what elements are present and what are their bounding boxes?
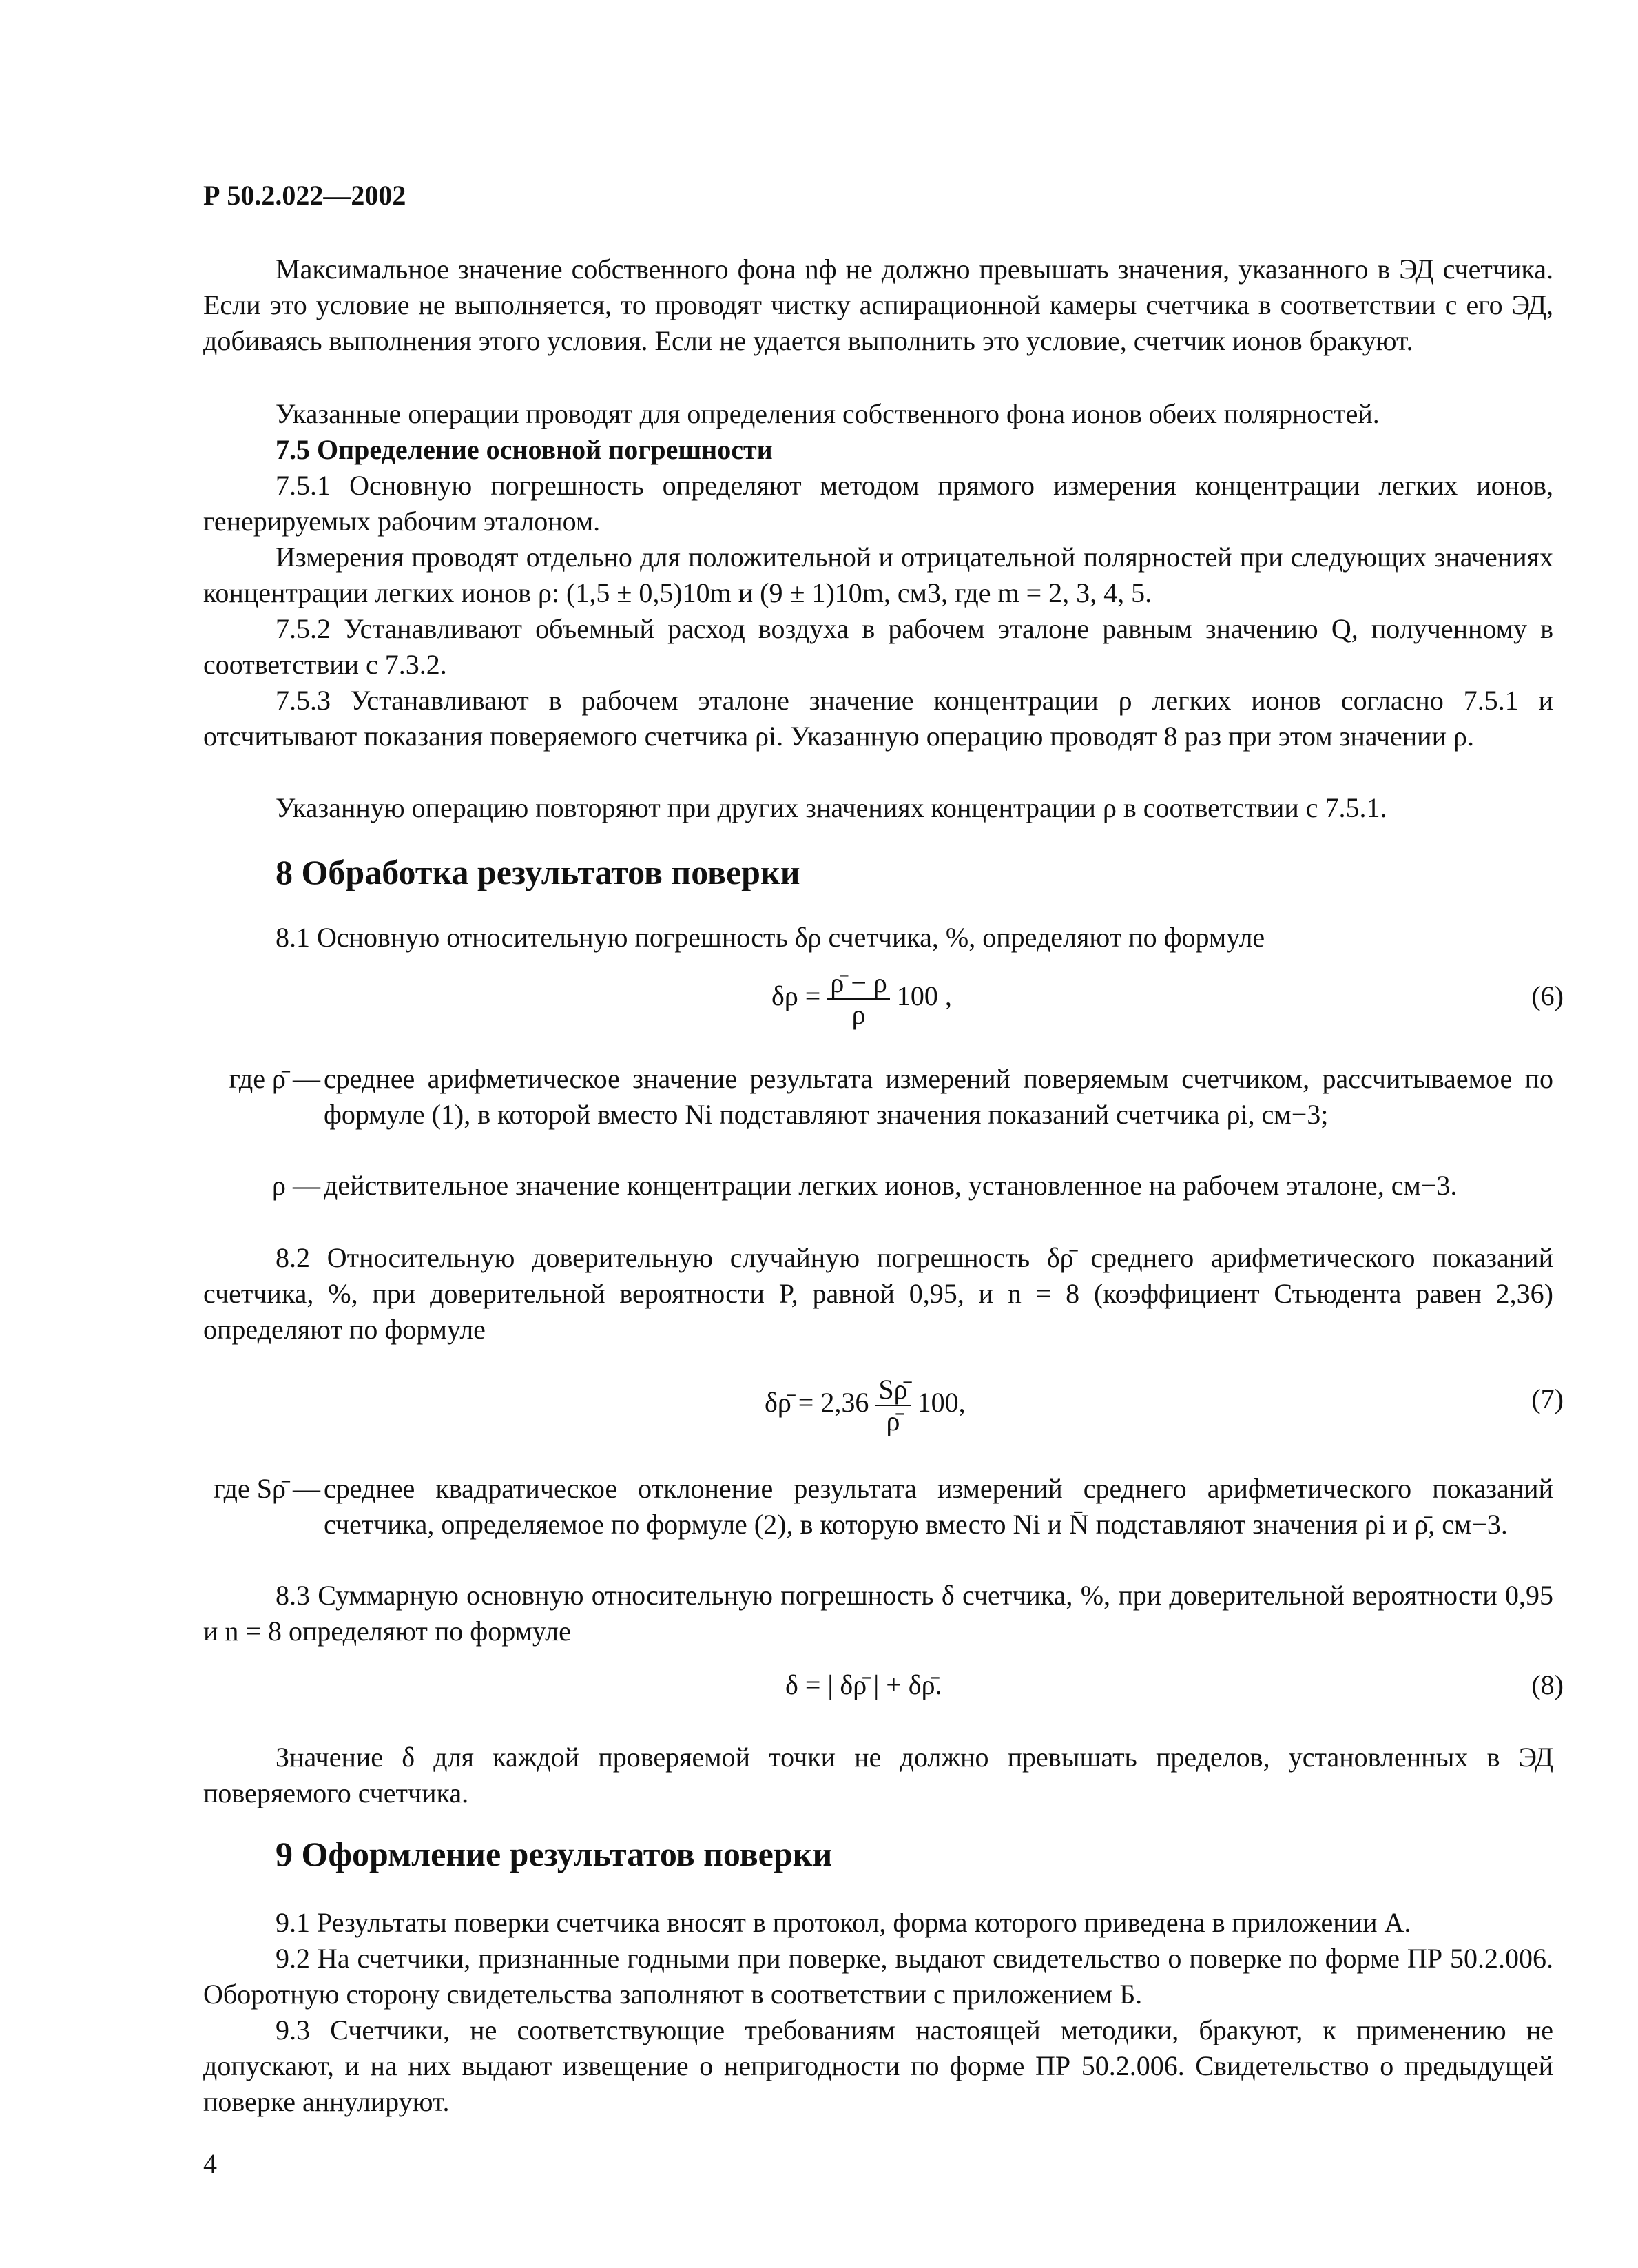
formula-6-tail: 100 , [896,980,952,1012]
paragraph-9-3: 9.3 Счетчики, не соответствующие требованиям настоящей методики, бракуют, к применению не допускают, и на них выдают извещение о непригодности по форме ПР 50.2.006. Свидетельство о предыдущей поверке аннулируют. [203,2014,1553,2117]
paragraph-7-5-2: 7.5.2 Устанавливают объемный расход воздуха в рабочем эталоне равным значению Q, полученному в соответствии с 7.3.2. [203,613,1553,680]
definition-text: среднее арифметическое значение результата измерений поверяемым счетчиком, рассчитываемое по формуле (1), в которой вместо Ni подставляют значения показаний счетчика ρi, см−3; [324,1063,1553,1130]
formula-7-numerator: Sρ̄ [875,1374,910,1406]
paragraph-8-2: 8.2 Относительную доверительную случайную погрешность δρ̄ среднего арифметического показаний счетчика, %, при доверительной вероятности P, равной 0,95, и n = 8 (коэффициент Стьюдента равен 2,36) определяют по формуле [203,1242,1553,1345]
equation-number-8: (8) [1531,1669,1564,1700]
section-9-title: 9 Оформление результатов поверки [276,1835,833,1873]
paragraph-7-4-background: Максимальное значение собственного фона nф не должно превышать значения, указанного в ЭД счетчика. Если это условие не выполняется, то проводят чистку аспирационной камеры счетчика в соответствии с его ЭД, добиваясь выполнения этого условия. Если не удается выполнить это условие, счетчик ионов бракуют. [203,254,1553,356]
document-code: Р 50.2.022—2002 [203,180,406,211]
formula-6 [771,968,952,1030]
formula-7-denominator: ρ̄ [886,1405,900,1436]
definition-text: среднее квадратическое отклонение результата измерений среднего арифметического показаний счетчика, определяемое по формуле (2), в которую вместо Ni и N̄ подставляют значения ρi и ρ̄, см−3. [324,1473,1553,1540]
formula-6-denominator: ρ [851,999,866,1030]
paragraph-8-3: 8.3 Суммарную основную относительную погрешность δ счетчика, %, при доверительной вероятности 0,95 и n = 8 определяют по формуле [203,1580,1553,1647]
paragraph-9-1: 9.1 Результаты поверки счетчика вносят в протокол, форма которого приведена в приложении А. [276,1907,1411,1938]
paragraph-8-3-limits: Значение δ для каждой проверяемой точки не должно превышать пределов, установленных в ЭД поверяемого счетчика. [203,1742,1553,1808]
equation-number-6: (6) [1531,980,1564,1011]
definition-symbol: ρ — [272,1170,320,1201]
formula-6-lhs: δρ = [771,980,821,1012]
paragraph-7-5-3-repeat: Указанную операцию повторяют при других значениях концентрации ρ в соответствии с 7.5.1. [276,792,1387,823]
definition-text: действительное значение концентрации легких ионов, установленное на рабочем эталоне, см−3. [324,1170,1458,1201]
section-8-title: 8 Обработка результатов поверки [276,853,800,891]
formula-7-fraction [875,1374,910,1436]
formula-7 [765,1374,966,1436]
paragraph-9-2: 9.2 На счетчики, признанные годными при поверке, выдают свидетельство о поверке по форме ПР 50.2.006. Оборотную сторону свидетельства заполняют в соответствии с приложением Б. [203,1943,1553,2010]
paragraph-7-4-polarities: Указанные операции проводят для определения собственного фона ионов обеих полярностей. [276,398,1380,429]
equation-number-7: (7) [1531,1383,1564,1414]
formula-6-numerator: ρ̄ − ρ [827,968,889,1000]
paragraph-7-5-1-values: Измерения проводят отдельно для положительной и отрицательной полярностей при следующих значениях концентрации легких ионов ρ: (1,5 ± 0,5)10m и (9 ± 1)10m, см3, где m = 2, 3, 4, 5. [203,542,1553,608]
definition-symbol: где ρ̄ — [229,1063,320,1094]
paragraph-8-1: 8.1 Основную относительную погрешность δρ счетчика, %, определяют по формуле [276,922,1265,953]
definition-symbol: где Sρ̄ — [214,1473,320,1504]
page-number: 4 [203,2148,217,2179]
formula-7-tail: 100, [917,1387,966,1419]
heading-7-5: 7.5 Определение основной погрешности [276,434,773,465]
paragraph-7-5-3: 7.5.3 Устанавливают в рабочем эталоне значение концентрации ρ легких ионов согласно 7.5.1 и отсчитывают показания поверяемого счетчика ρi. Указанную операцию проводят 8 раз при этом значении ρ. [203,685,1553,752]
formula-6-fraction [827,968,889,1030]
formula-8: δ = | δρ̄ | + δρ̄. [785,1669,942,1700]
paragraph-7-5-1: 7.5.1 Основную погрешность определяют методом прямого измерения концентрации легких ионов, генерируемых рабочим эталоном. [203,470,1553,537]
formula-7-lhs: δρ̄ = 2,36 [765,1387,869,1419]
